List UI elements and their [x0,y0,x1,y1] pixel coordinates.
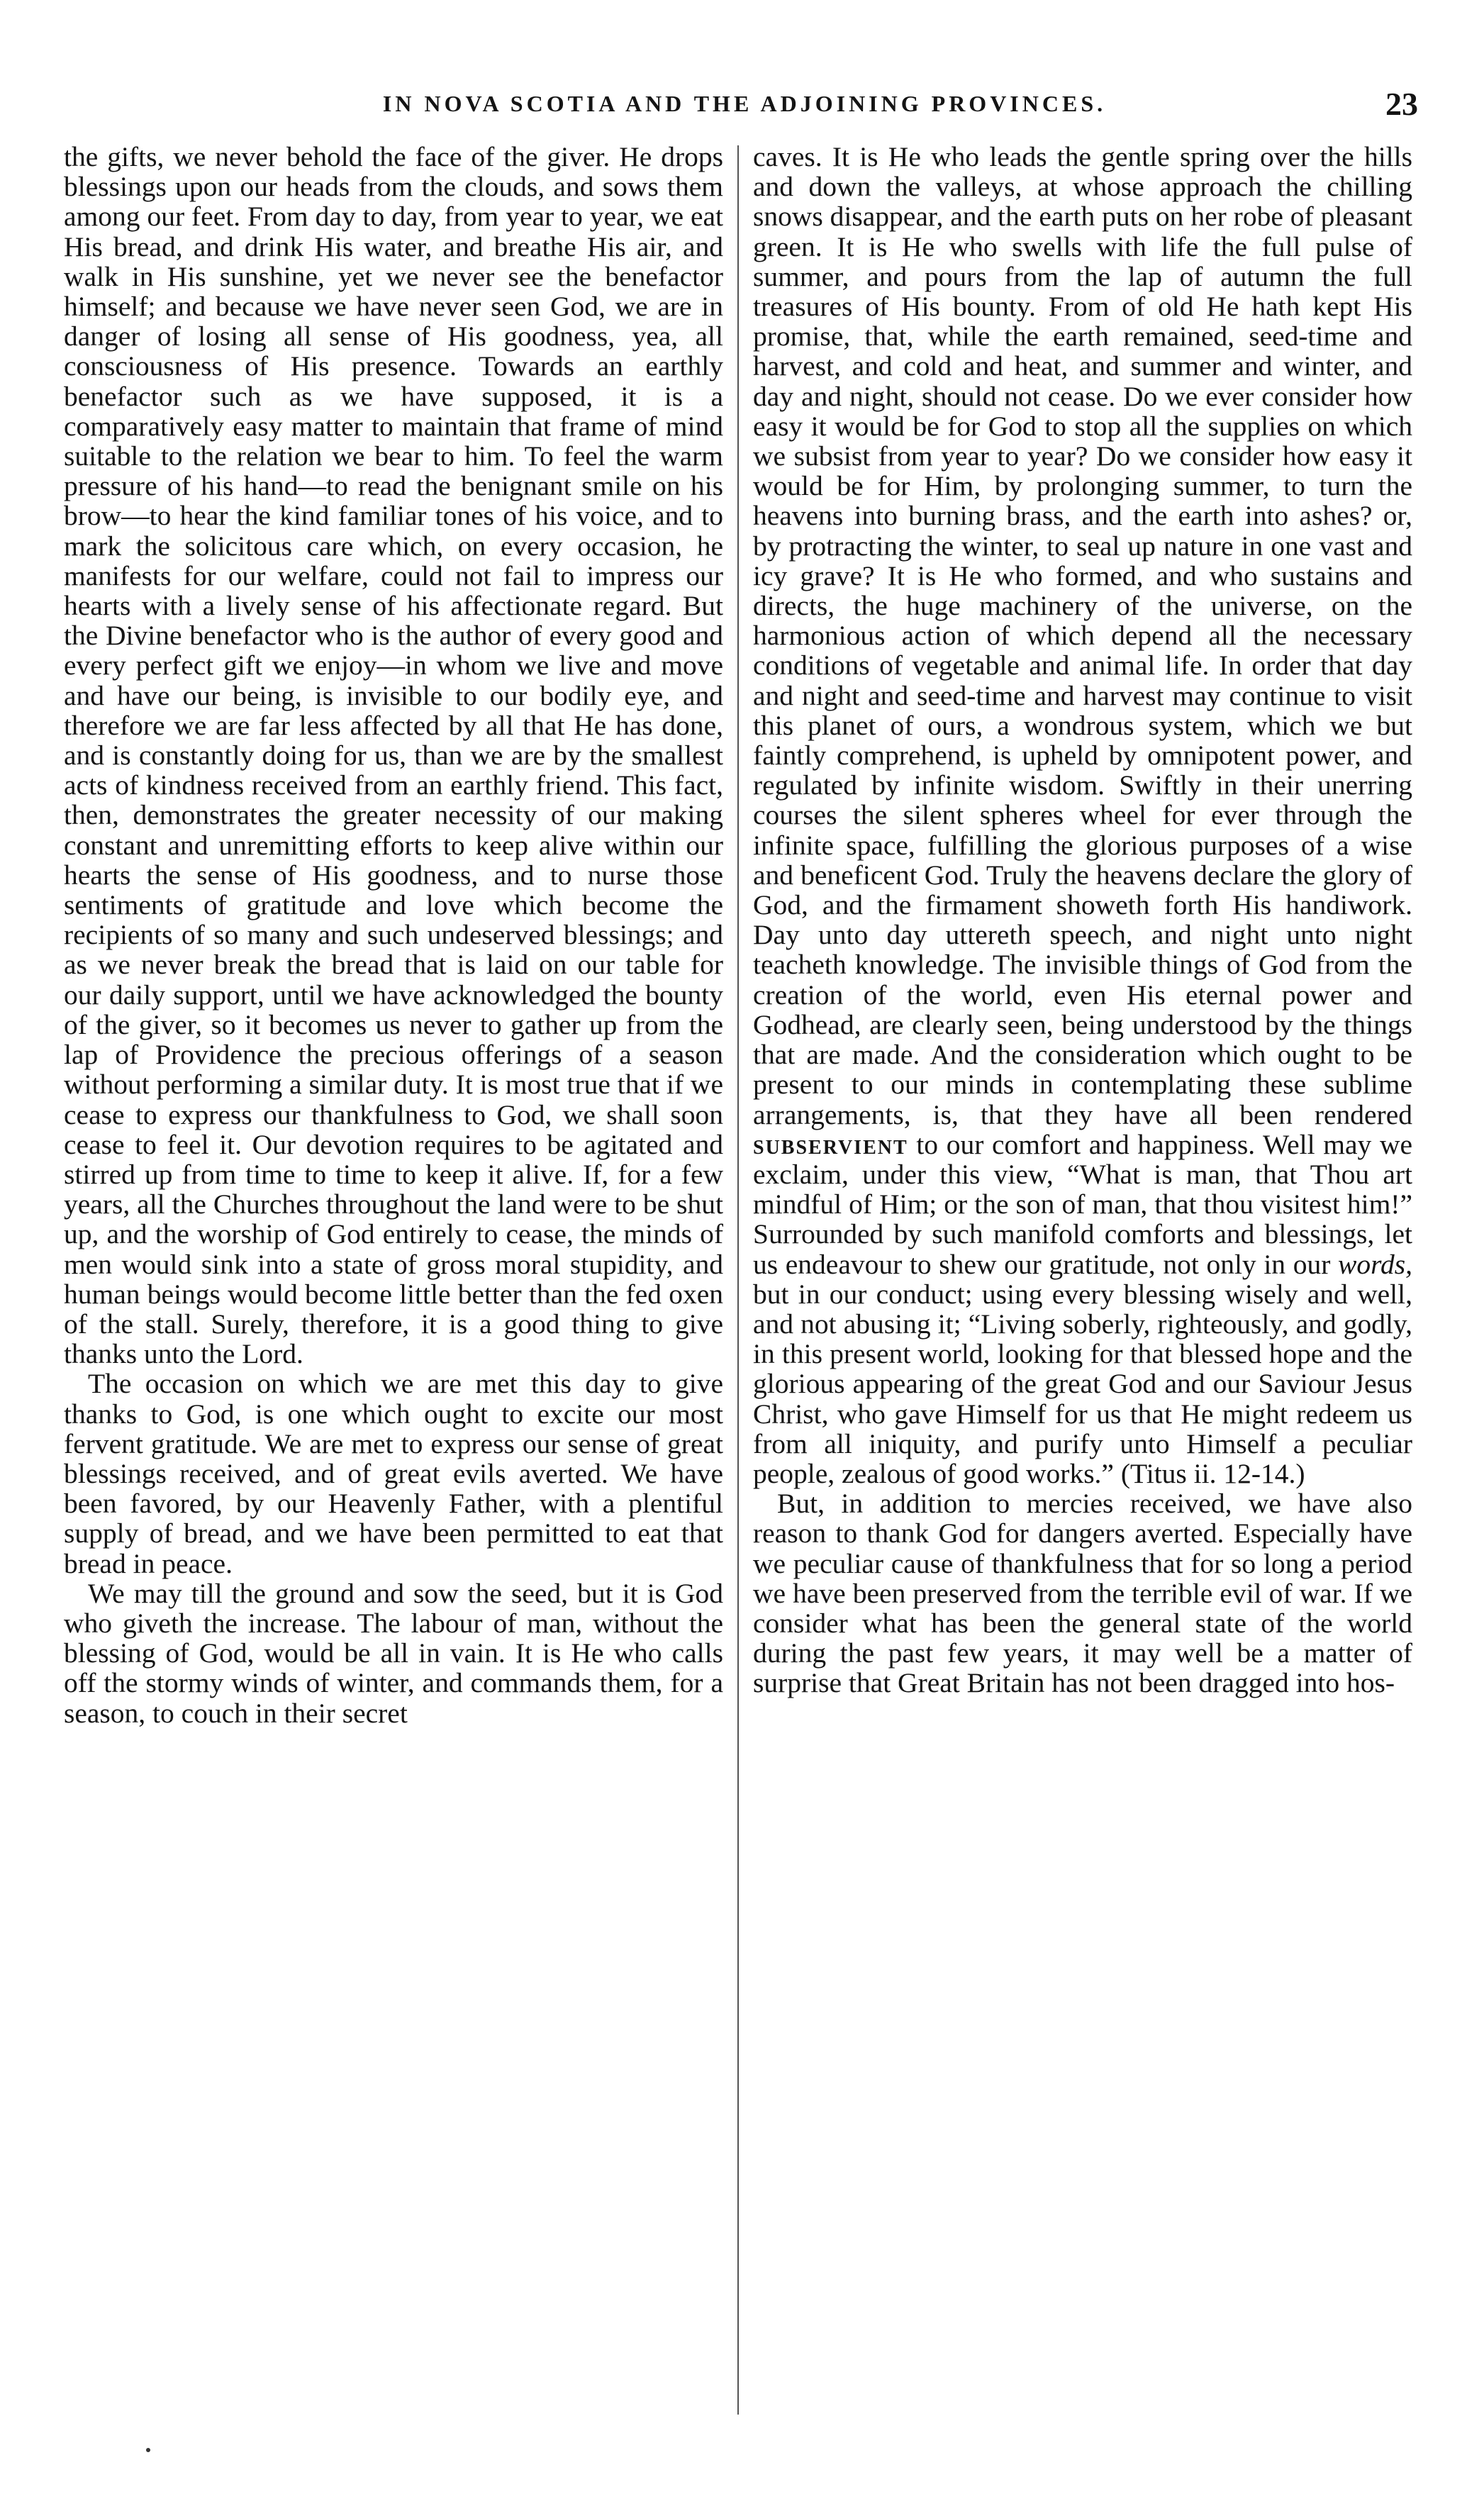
running-head-title: IN NOVA SCOTIA AND THE ADJOINING PROVINCES. [382,91,1107,116]
right-column [753,142,1412,2425]
right-paragraph-1-text-c: but in our conduct; using every blessing wisely and well, and not abusing it; “Living soberly, righteously, and godly, in this present world, looking for that blessed hope and the glorious appearing of the great God and our Saviour Jesus Christ, who gave Himself for us that He might redeem us from all iniquity, and purify unto Himself a peculiar people, zealous of good works.” (Titus ii. 12-14.) [753,1278,1412,1489]
small-caps-word: subservient [753,1128,908,1160]
left-column [64,142,723,2425]
running-head [71,86,1418,133]
page-number: 23 [1385,86,1418,122]
printer-mark [146,2448,150,2452]
italic-word: words, [1338,1248,1412,1280]
left-paragraph-3: We may till the ground and sow the seed, but it is God who giveth the increase. The labour of man, without the blessing of God, would be all in vain. It is He who calls off the stormy winds of winter, and commands them, for a season, to couch in their secret [64,1577,723,1729]
right-paragraph-1-text-a: caves. It is He who leads the gentle spring over the hills and down the valleys, at whose approach the chilling snows disappear, and the earth puts on her robe of pleasant green. It is He who swells with life the full pulse of summer, and pours from the lap of autumn the full treasures of His bounty. From of old He hath kept His promise, that, while the earth remained, seed-time and harvest, and cold and heat, and summer and winter, and day and night, should not cease. Do we ever consider how easy it would be for God to stop all the supplies on which we subsist from year to year? Do we consider how easy it would be for Him, by prolonging summer, to turn the heavens into burning brass, and the earth into ashes? or, by protracting the winter, to seal up nature in one vast and icy grave? It is He who formed, and who sustains and directs, the huge machinery of the universe, on the harmonious action of which depend all the necessary conditions of vegetable and animal life. In order that day and night and seed-time and harvest may continue to visit this planet of ours, a wondrous system, which we but faintly comprehend, is upheld by omnipotent power, and regulated by infinite wisdom. Swiftly in their unerring courses the silent spheres wheel for ever through the infinite space, fulfilling the glorious purposes of a wise and beneficent God. Truly the heavens declare the glory of God, and the firmament showeth forth His handiwork. Day unto day uttereth speech, and night unto night teacheth knowledge. The invisible things of God from the creation of the world, even His eternal power and Godhead, are clearly seen, being understood by the things that are made. And the consideration which ought to be present to our minds in contemplating these sublime arrangements, is, that they have all been rendered [753,142,1412,1130]
right-paragraph-1 [753,142,1412,1488]
left-paragraph-2: The occasion on which we are met this day to give thanks to God, is one which ought to excite our most fervent gratitude. We are met to express our sense of great blessings received, and of great evils averted. We have been favored, by our Heavenly Father, with a plentiful supply of bread, and we have been permitted to eat that bread in peace. [64,1368,723,1579]
right-paragraph-1-text-b: to our comfort and happiness. Well may we exclaim, under this view, “What is man, that Thou art mindful of Him; or the son of man, that thou visitest him!” Surrounded by such manifold comforts and blessings, let us endeavour to shew our gratitude, not only in our [753,1128,1412,1280]
left-paragraph-1: the gifts, we never behold the face of the giver. He drops blessings upon our heads from the clouds, and sows them among our feet. From day to day, from year to year, we eat His bread, and drink His water, and breathe His air, and walk in His sunshine, yet we never see the benefactor himself; and because we have never seen God, we are in danger of losing all sense of His goodness, yea, all consciousness of His presence. Towards an earthly benefactor such as we have supposed, it is a comparatively easy matter to maintain that frame of mind suitable to the relation we bear to him. To feel the warm pressure of his hand—to read the benignant smile on his brow—to hear the kind familiar tones of his voice, and to mark the solicitous care which, on every occasion, he manifests for our welfare, could not fail to impress our hearts with a lively sense of his affectionate regard. But the Divine benefactor who is the author of every good and every perfect gift we enjoy—in whom we live and move and have our being, is invisible to our bodily eye, and therefore we are far less affected by all that He has done, and is constantly doing for us, than we are by the smallest acts of kindness received from an earthly friend. This fact, then, demonstrates the greater necessity of our making constant and unremitting efforts to keep alive within our hearts the sense of His goodness, and to nurse those sentiments of gratitude and love which become the recipients of so many and such undeserved blessings; and as we never break the bread that is laid on our table for our daily support, until we have acknowledged the bounty of the giver, so it becomes us never to gather up from the lap of Providence the precious offerings of a season without performing a similar duty. It is most true that if we cease to express our thankfulness to God, we shall soon cease to feel it. Our devotion requires to be agitated and stirred up from time to time to keep it alive. If, for a few years, all the Churches throughout the land were to be shut up, and the worship of God entirely to cease, the minds of men would sink into a state of gross moral stupidity, and human beings would become little better than the fed oxen of the stall. Surely, therefore, it is a good thing to give thanks unto the Lord. [64,142,723,1370]
right-paragraph-2: But, in addition to mercies received, we have also reason to thank God for dangers averted. Especially have we peculiar cause of thankfulness that for so long a period we have been preserved from the terrible evil of war. If we consider what has been the general state of the world during the past few years, it may well be a matter of surprise that Great Britain has not been dragged into hos- [753,1488,1412,1699]
column-divider [737,145,739,2415]
